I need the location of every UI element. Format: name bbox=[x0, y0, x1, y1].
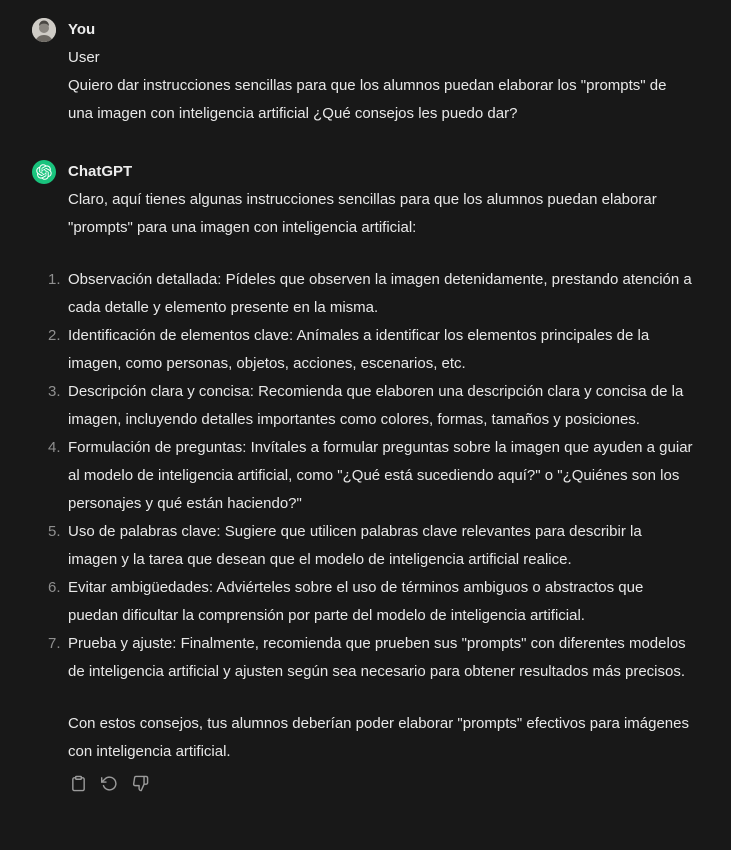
list-item-text: Observación detallada: Pídeles que observen la imagen detenidamente, prestando atención a cada detalle y elemento presente en la misma. bbox=[68, 271, 692, 316]
list-item-text: Descripción clara y concisa: Recomienda que elaboren una descripción clara y concisa de la imagen, incluyendo detalles importantes como colores, formas, tamaños y posiciones. bbox=[68, 383, 684, 428]
list-item-text: Evitar ambigüedades: Adviérteles sobre el uso de términos ambiguos o abstractos que puedan dificultar la comprensión por parte del modelo de inteligencia artificial. bbox=[68, 579, 644, 624]
user-author-label: You bbox=[68, 21, 96, 38]
list-item-number: 1. bbox=[48, 271, 61, 288]
regenerate-icon bbox=[101, 775, 118, 792]
list-item-number: 7. bbox=[48, 635, 61, 652]
user-avatar bbox=[32, 18, 56, 42]
thumbs-down-icon bbox=[132, 775, 149, 792]
list-item bbox=[48, 266, 695, 322]
list-item bbox=[48, 434, 695, 518]
regenerate-button[interactable] bbox=[99, 772, 119, 794]
list-item-number: 2. bbox=[48, 327, 61, 344]
copy-button[interactable] bbox=[68, 772, 88, 794]
list-item-text: Identificación de elementos clave: Anímales a identificar los elementos principales de la imagen, como personas, objetos, acciones, escenarios, etc. bbox=[68, 327, 650, 372]
user-message bbox=[32, 16, 695, 128]
assistant-author-label: ChatGPT bbox=[68, 163, 133, 180]
list-item-number: 6. bbox=[48, 579, 61, 596]
list-item bbox=[48, 322, 695, 378]
list-item bbox=[48, 574, 695, 630]
user-subheader: User bbox=[68, 49, 100, 66]
list-item bbox=[48, 630, 695, 686]
openai-logo-icon bbox=[36, 164, 52, 180]
thumbs-down-button[interactable] bbox=[130, 772, 150, 794]
assistant-closing-text: Con estos consejos, tus alumnos deberían poder elaborar "prompts" efectivos para imágenes con inteligencia artificial. bbox=[68, 715, 689, 760]
clipboard-icon bbox=[70, 775, 87, 792]
conversation bbox=[32, 16, 695, 794]
list-item-number: 5. bbox=[48, 523, 61, 540]
assistant-message bbox=[32, 158, 695, 794]
list-item-text: Uso de palabras clave: Sugiere que utilicen palabras clave relevantes para describir la imagen y la tarea que desean que el modelo de inteligencia artificial realice. bbox=[68, 523, 642, 568]
list-item-text: Prueba y ajuste: Finalmente, recomienda que prueben sus "prompts" con diferentes modelos de inteligencia artificial y ajusten según sea necesario para obtener resultados más precisos. bbox=[68, 635, 686, 680]
list-item-number: 4. bbox=[48, 439, 61, 456]
user-message-text: Quiero dar instrucciones sencillas para que los alumnos puedan elaborar los "prompts" de una imagen con inteligencia artificial ¿Qué consejos les puedo dar? bbox=[68, 77, 667, 122]
list-item bbox=[48, 518, 695, 574]
user-photo-avatar bbox=[32, 18, 56, 42]
assistant-intro-text: Claro, aquí tienes algunas instrucciones sencillas para que los alumnos puedan elaborar "prompts" para una imagen con inteligencia artificial: bbox=[68, 191, 657, 236]
numbered-list bbox=[48, 266, 695, 686]
list-item-text: Formulación de preguntas: Invítales a formular preguntas sobre la imagen que ayuden a guiar al modelo de inteligencia artificial, como "¿Qué está sucediendo aquí?" o "¿Quiénes son los personajes y qué están haciendo?" bbox=[68, 439, 693, 512]
assistant-avatar bbox=[32, 160, 56, 184]
message-actions bbox=[68, 772, 695, 794]
list-item-number: 3. bbox=[48, 383, 61, 400]
list-item bbox=[48, 378, 695, 434]
